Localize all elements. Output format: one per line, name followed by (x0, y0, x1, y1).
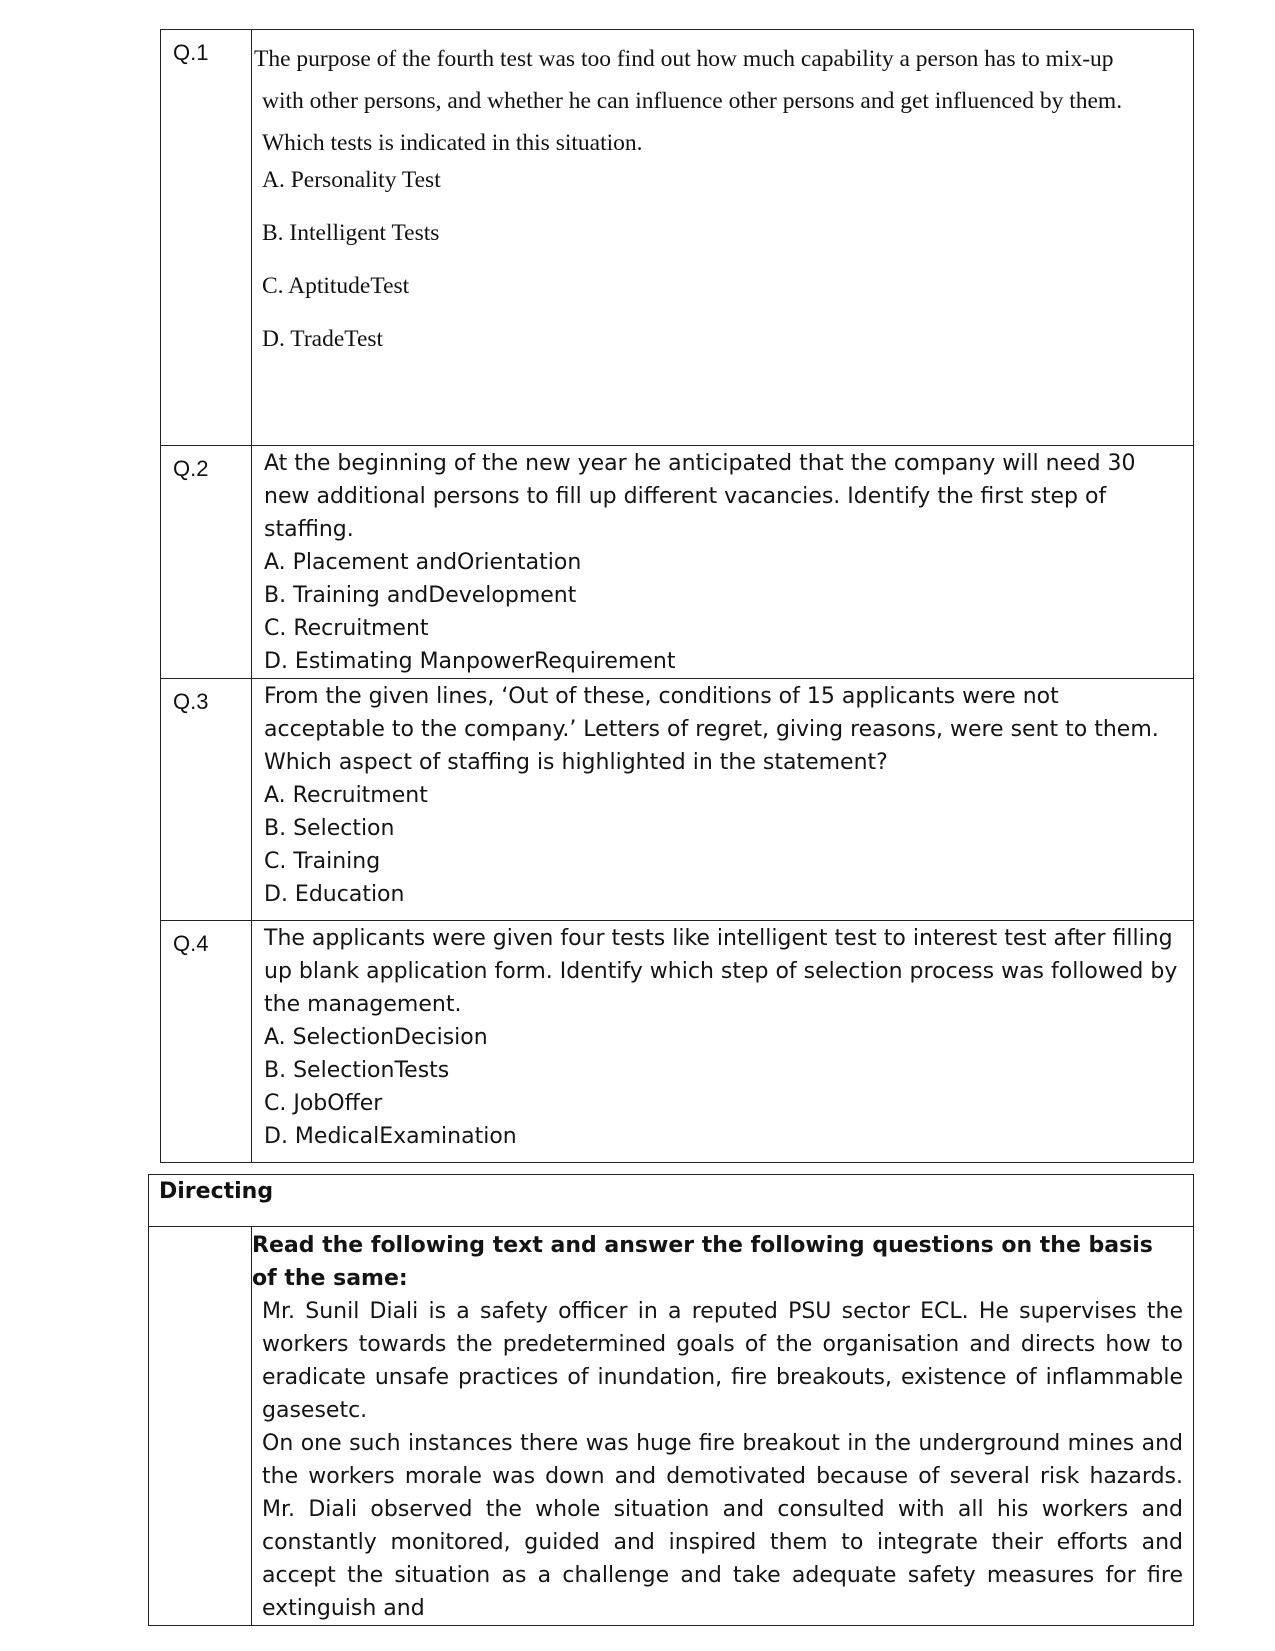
option-b: B. Selection (264, 816, 395, 841)
option-a: A. Placement andOrientation (264, 550, 582, 575)
option-b: B. SelectionTests (264, 1058, 450, 1083)
option-d: D. Education (264, 882, 405, 907)
option-b: B. Training andDevelopment (264, 583, 577, 608)
question-stem-line: The purpose of the fourth test was too find out how much capability a person has to mix-up (254, 46, 1114, 72)
option-a: A. SelectionDecision (264, 1025, 488, 1050)
question-number: Q.3 (161, 679, 252, 921)
question-body (252, 30, 1194, 446)
question-number: Q.1 (161, 30, 252, 446)
option-d: D. TradeTest (262, 326, 384, 352)
option-d: D. Estimating ManpowerRequirement (264, 649, 676, 674)
option-b: B. Intelligent Tests (262, 220, 440, 246)
passage-cell (252, 1227, 1194, 1626)
option-a: A. Recruitment (264, 783, 428, 808)
option-d: D. MedicalExamination (264, 1124, 517, 1149)
question-row (161, 30, 1194, 446)
passage-paragraph: Mr. Sunil Diali is a safety officer in a reputed PSU sector ECL. He supervises the workers towards the predetermined goals of the organisation and directs how to eradicate unsafe practices of inundation, fire breakouts, existence of inflammable gasesetc. (262, 1299, 1183, 1423)
option-a: A. Personality Test (262, 167, 441, 193)
question-stem: At the beginning of the new year he anticipated that the company will need 30 new additional persons to fill up different vacancies. Identify the first step of staffing. (264, 451, 1136, 542)
question-stem: From the given lines, ‘Out of these, conditions of 15 applicants were not acceptable to the company.’ Letters of regret, giving reasons, were sent to them. Which aspect of staffing is highlighted in the statement? (264, 684, 1159, 775)
option-c: C. Training (264, 849, 381, 874)
passage-instruction: Read the following text and answer the following questions on the basis of the same: (252, 1233, 1153, 1291)
section-heading: Directing (149, 1175, 1194, 1227)
option-c: C. AptitudeTest (262, 273, 410, 299)
passage-paragraph: On one such instances there was huge fire breakout in the underground mines and the workers morale was down and demotivated because of several risk hazards. Mr. Diali observed the whole situation and consulted with all his workers and constantly monitored, guided and inspired them to integrate their efforts and accept the situation as a challenge and take adequate safety measures for fire extinguish and (262, 1431, 1183, 1621)
question-stem-line: Which tests is indicated in this situation. (262, 130, 643, 156)
questions-table (160, 29, 1194, 1163)
empty-cell (149, 1227, 252, 1626)
question-number: Q.2 (161, 446, 252, 679)
question-body (252, 921, 1194, 1163)
question-stem-line: with other persons, and whether he can influence other persons and get influenced by them. (262, 88, 1123, 114)
question-body (252, 446, 1194, 679)
directing-table (148, 1174, 1194, 1626)
option-c: C. Recruitment (264, 616, 429, 641)
question-number: Q.4 (161, 921, 252, 1163)
question-stem: The applicants were given four tests like intelligent test to interest test after filling up blank application form. Identify which step of selection process was followed by the management. (264, 926, 1178, 1017)
question-row (161, 679, 1194, 921)
question-row (161, 921, 1194, 1163)
question-row (161, 446, 1194, 679)
option-c: C. JobOffer (264, 1091, 383, 1116)
question-body (252, 679, 1194, 921)
